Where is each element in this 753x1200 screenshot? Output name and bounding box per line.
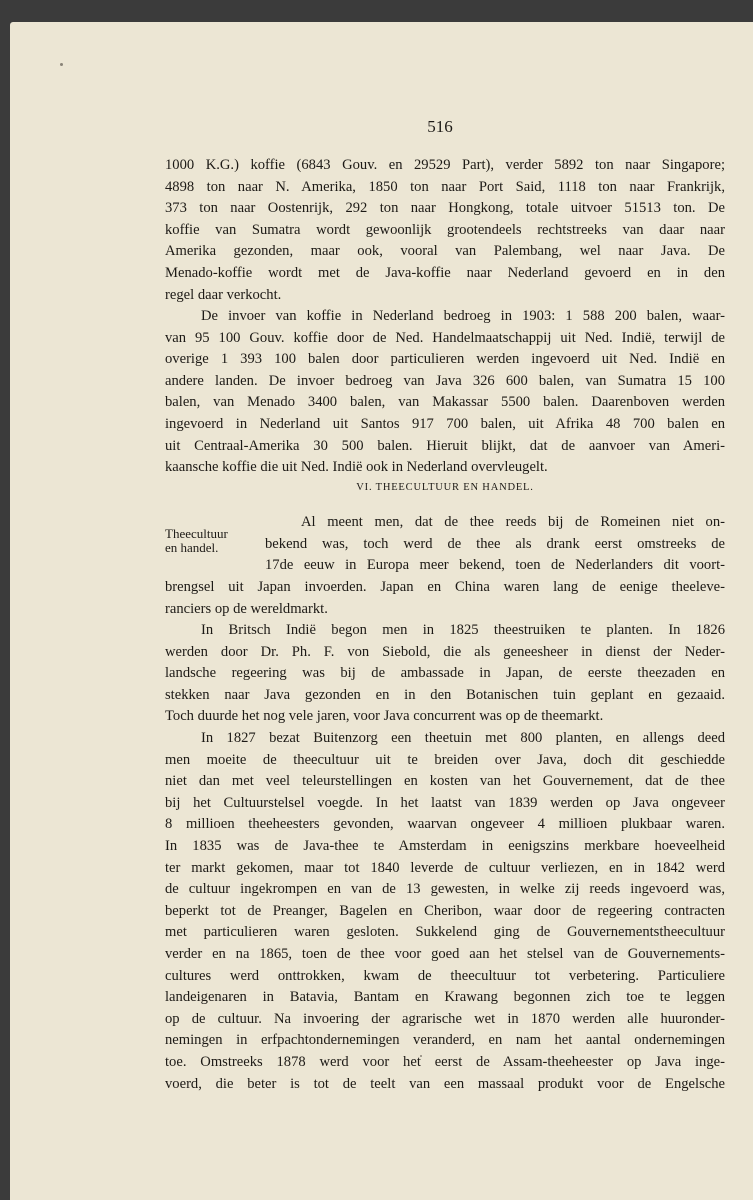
paragraph-coffee-import [165, 306, 725, 479]
text-line: verder en na 1865, toen de thee voor goed aan het stelsel van de Gouvernements- [165, 945, 725, 962]
text-line: werden door Dr. Ph. F. von Siebold, die als geneesheer in dienst der Neder- [165, 643, 725, 660]
text-line: 373 ton naar Oostenrijk, 292 ton naar Hongkong, totale uitvoer 51513 ton. De [165, 200, 725, 217]
text-line: voerd, die beter is tot de teelt van een massaal produkt voor de Engelsche [165, 1075, 725, 1092]
text-line: met particulieren waren gesloten. Sukkelend ging de Gouvernementstheecultuur [165, 924, 725, 941]
text-line: beperkt tot de Preanger, Bagelen en Cheribon, waar door de regeering contracten [165, 902, 725, 919]
text-line: toe. Omstreeks 1878 werd voor het eerst de Assam-theeheester op Java inge- [165, 1053, 725, 1070]
text-line: cultures werd onttrokken, kwam de theecultuur tot verbetering. Particuliere [165, 967, 725, 984]
margin-note-line: Theecultuur [165, 526, 228, 541]
section-heading: VI. THEECULTUUR EN HANDEL. [356, 482, 534, 493]
text-line: andere landen. De invoer bedroeg van Java 326 600 balen, van Sumatra 15 100 [165, 372, 725, 389]
text-line: de cultuur ingekrompen en van de 13 gewesten, in welke zij reeds ingevoerd was, [165, 881, 725, 898]
text-line: van 95 100 Gouv. koffie door de Ned. Handelmaatschappij uit Ned. Indië, terwijl de [165, 329, 725, 346]
text-line: 17de eeuw in Europa meer bekend, toen de Nederlanders dit voort- [265, 557, 725, 574]
text-line: 1000 K.G.) koffie (6843 Gouv. en 29529 Part), verder 5892 ton naar Singapore; [165, 157, 725, 173]
text-line: Amerika gezonden, maar ook, vooral van Palembang, wel naar Java. De [165, 243, 725, 260]
paragraph-tea-intro-continued [165, 577, 725, 620]
text-line: Al meent men, dat de thee reeds bij de Romeinen niet on- [301, 514, 725, 530]
text-line: kaansche koffie die uit Ned. Indië ook in Nederland overvleugelt. [165, 459, 548, 476]
text-line: In 1835 was de Java-thee te Amsterdam in eenigszins merkbare hoeveelheid [165, 837, 725, 854]
paragraph-java-tea-history [165, 728, 725, 1095]
text-line: landsche regeering was bij de ambassade in Japan, de eerste theezaden en [165, 665, 725, 682]
text-line: Toch duurde het nog vele jaren, voor Java concurrent was op de theemarkt. [165, 708, 604, 725]
text-line: niet dan met veel teleurstellingen en kosten van het Gouvernement, dat de thee [165, 773, 725, 790]
paragraph-tea-intro [265, 512, 725, 577]
speck [60, 63, 63, 66]
text-line: 4898 ton naar N. Amerika, 1850 ton naar Port Said, 1118 ton naar Frankrijk, [165, 178, 725, 195]
text-line: landeigenaren in Batavia, Bantam en Krawang begonnen zich toe te leggen [165, 989, 725, 1006]
text-line: men moeite de theecultuur uit te breiden over Java, doch dit geschiedde [165, 751, 725, 768]
margin-note-line: en handel. [165, 540, 219, 555]
text-line: In Britsch Indië begon men in 1825 theestruiken te planten. In 1826 [201, 622, 725, 638]
margin-note [165, 527, 265, 555]
text-line: ranciers op de wereldmarkt. [165, 600, 328, 617]
text-line: koffie van Sumatra wordt gewoonlijk grootendeels rechtstreeks van daar naar [165, 221, 725, 238]
text-line: De invoer van koffie in Nederland bedroeg in 1903: 1 588 200 balen, waar- [201, 308, 725, 324]
text-line: ter markt gekomen, maar tot 1840 leverde de cultuur verliezen, en in 1842 werd [165, 859, 725, 876]
text-line: 8 millioen theeheesters gevonden, waarvan ongeveer 4 millioen plukbaar waren. [165, 816, 725, 833]
page-number: 516 [427, 117, 453, 136]
paragraph-british-india [165, 620, 725, 728]
text-line: bij het Cultuurstelsel voegde. In het laatst van 1839 werden op Java ongeveer [165, 794, 725, 811]
text-line: nemingen in erfpachtondernemingen veranderd, en nam het aantal ondernemingen [165, 1032, 725, 1049]
text-line: regel daar verkocht. [165, 286, 282, 303]
paragraph-coffee-export [165, 155, 725, 306]
text-line: op de cultuur. Na invoering der agrarische wet in 1870 werden alle huuronder- [165, 1010, 725, 1027]
text-line: ingevoerd in Nederland uit Santos 917 700 balen, uit Afrika 48 700 balen en [165, 415, 725, 432]
text-line: Menado-koffie wordt met de Java-koffie naar Nederland gevoerd en in den [165, 264, 725, 281]
text-line: uit Centraal-Amerika 30 500 balen. Hieruit blijkt, dat de aanvoer van Ameri- [165, 437, 725, 454]
text-line: overige 1 393 100 balen door particulieren werden ingevoerd uit Ned. Indië en [165, 351, 725, 368]
text-line: In 1827 bezat Buitenzorg een theetuin met 800 planten, en allengs deed [201, 730, 725, 746]
text-line: brengsel uit Japan invoerden. Japan en China waren lang de eenige theeleve- [165, 579, 725, 595]
text-line: balen, van Menado 3400 balen, van Makassar 5500 balen. Daarenboven werden [165, 394, 725, 411]
text-line: stekken naar Java gezonden en in den Botanischen tuin geplant en gezaaid. [165, 686, 725, 703]
text-line: bekend was, toch werd de thee als drank eerst omstreeks de [265, 535, 725, 552]
